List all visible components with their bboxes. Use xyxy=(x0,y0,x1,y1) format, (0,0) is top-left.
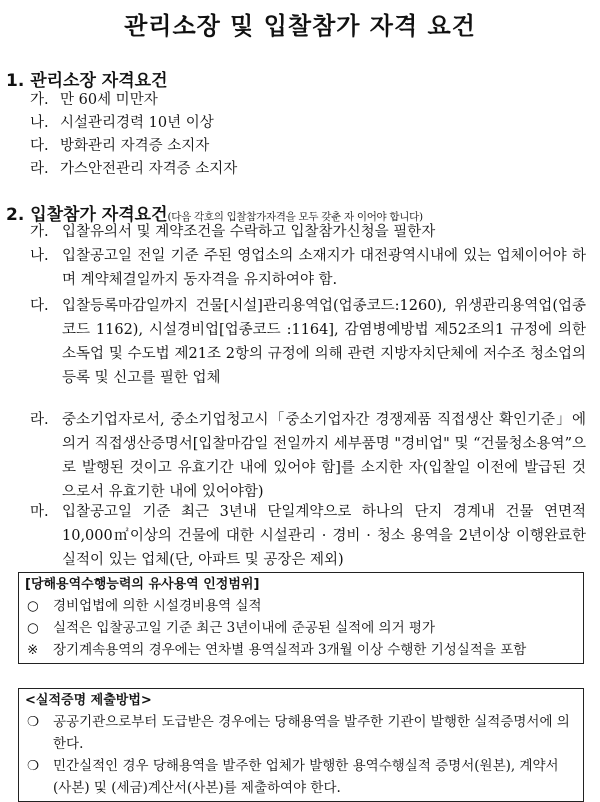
item-marker: 라. xyxy=(30,412,49,428)
performance-proof-box-title: <실적증명 제출방법> xyxy=(25,693,152,708)
item-marker: 다. xyxy=(30,298,49,314)
box-row-text: 경비업법에 의한 시설경비용역 실적 xyxy=(53,598,262,614)
similar-service-box-title: [당해용역수행능력의 유사용역 인정범위] xyxy=(25,577,260,592)
item-text: 입찰공고일 기준 최근 3년내 단일계약으로 하나의 단지 경계내 건물 연면적 10,000㎡이상의 건물에 대한 시설관리 · 경비 · 청소 용역을 2년이상 이행완료한 실적이 있는 업체(단, 아파트 및 공장은 제외) xyxy=(62,504,586,568)
section2-item xyxy=(30,294,586,390)
item-text: 시설관리경력 10년 이상 xyxy=(60,115,214,131)
item-text: 만 60세 미만자 xyxy=(60,92,158,108)
section2-heading-note: (다음 각호의 입찰참가자격을 모두 갖춘 자 이어야 합니다) xyxy=(167,211,423,223)
item-marker: 마. xyxy=(30,504,49,520)
circle-bullet-icon: ○ xyxy=(27,598,39,614)
box-row xyxy=(19,595,583,617)
item-text: 중소기업자로서, 중소기업청고시「중소기업자간 경쟁제품 직접생산 확인기준」에 의거 직접생산증명서[입찰마감일 전일까지 세부품명 "경비업" 및 “건물청소용역”으로 발행된 것이고 유효기간 내에 있어야 함]를 소지한 자(입찰일 이전에 발급된 것으로서 유효기한 내에 있어야함) xyxy=(62,412,586,500)
item-text: 입찰공고일 전일 기준 주된 영업소의 소재지가 대전광역시내에 있는 업체이어야 하며 계약체결일까지 동자격을 유지하여야 함. xyxy=(62,248,586,288)
performance-proof-box xyxy=(18,688,584,802)
section2-item xyxy=(30,220,586,244)
box-row-text: 공공기관으로부터 도급받은 경우에는 당해용역을 발주한 기관이 발행한 실적증명서에 의한다. xyxy=(53,714,570,752)
box-row-text: 장기계속용역의 경우에는 연차별 용역실적과 3개월 이상 수행한 기성실적을 포함 xyxy=(53,642,527,658)
item-marker: 가. xyxy=(30,224,49,240)
box-row-text: 민간실적인 경우 당해용역을 발주한 업체가 발행한 용역수행실적 증명서(원본), 계약서(사본) 및 (세금)계산서(사본)를 제출하여야 한다. xyxy=(53,758,559,796)
section1-heading-text: 1. 관리소장 자격요건 xyxy=(6,71,168,91)
item-marker: 다. xyxy=(30,138,49,154)
item-marker: 나. xyxy=(30,115,49,131)
box-row xyxy=(19,639,583,663)
box-row xyxy=(19,617,583,639)
page-title: 관리소장 및 입찰참가 자격 요건 xyxy=(124,12,476,40)
section1-item xyxy=(30,134,209,158)
item-marker: 나. xyxy=(30,248,49,264)
section2-heading-text: 2. 입찰참가 자격요건 xyxy=(6,205,168,225)
item-text: 입찰등록마감일까지 건물[시설]관리용역업(업종코드:1260), 위생관리용역업(업종코드 1162), 시설경비업[업종코드 :1164], 감염병예방법 제52조의1 규정에 의한 소독업 및 수도법 제21조 2항의 규정에 의해 관련 지방자치단체에 저수조 청소업의 등록 및 신고를 필한 업체 xyxy=(62,298,586,386)
section1-item xyxy=(30,88,158,112)
item-text: 가스안전관리 자격증 소지자 xyxy=(60,161,238,177)
circle-bullet-icon: ○ xyxy=(27,620,39,636)
item-text: 입찰유의서 및 계약조건을 수락하고 입찰참가신청을 필한자 xyxy=(62,224,436,240)
item-marker: 가. xyxy=(30,92,49,108)
section2-item xyxy=(30,244,586,292)
box-row xyxy=(19,755,583,801)
similar-service-box xyxy=(18,572,584,664)
section2-item xyxy=(30,408,586,504)
box-row xyxy=(19,711,583,755)
section2-item xyxy=(30,500,586,572)
box-row-text: 실적은 입찰공고일 기준 최근 3년이내에 준공된 실적에 의거 평가 xyxy=(53,620,435,636)
circle-bullet-icon: ❍ xyxy=(27,758,40,774)
item-text: 방화관리 자격증 소지자 xyxy=(60,138,210,154)
section1-item xyxy=(30,111,214,135)
item-marker: 라. xyxy=(30,161,49,177)
section1-item xyxy=(30,157,237,181)
reference-mark-icon: ※ xyxy=(27,642,39,658)
circle-bullet-icon: ❍ xyxy=(27,714,40,730)
